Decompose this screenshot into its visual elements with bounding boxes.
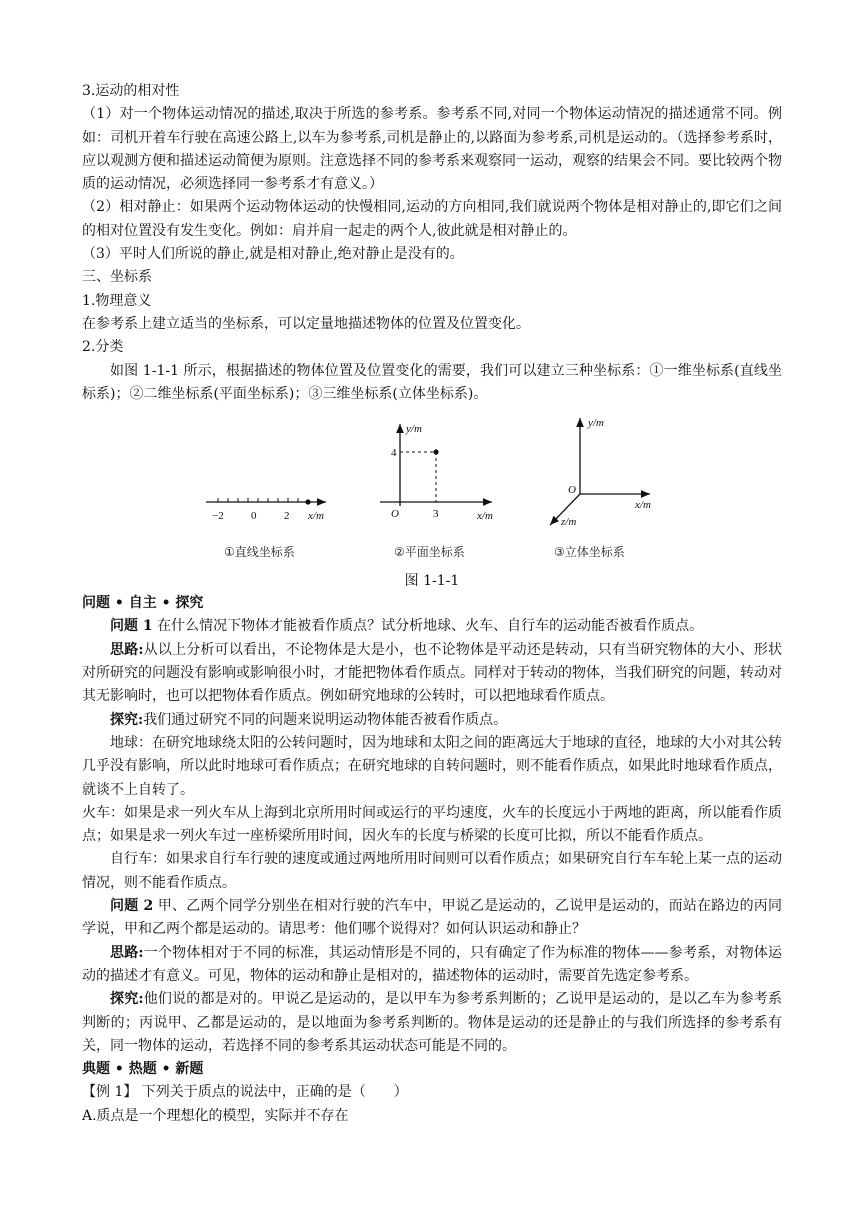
document-page bbox=[82, 80, 782, 1128]
axis-label: y/m bbox=[588, 417, 604, 430]
approach-1 bbox=[82, 639, 782, 709]
exploration-label: 探究: bbox=[110, 991, 144, 1008]
approach-label: 思路: bbox=[110, 641, 144, 658]
paragraph-relativity-3: （3）平时人们所说的静止,就是相对静止,绝对静止是没有的。 bbox=[82, 246, 464, 263]
origin-label: O bbox=[568, 484, 576, 497]
tick-label: −2 bbox=[212, 510, 224, 523]
exploration-2 bbox=[82, 988, 782, 1058]
line-coordinate-diagram bbox=[206, 498, 326, 559]
section-heading-explore: 问题 • 自主 • 探究 bbox=[82, 595, 204, 612]
exploration-1 bbox=[82, 709, 782, 732]
heading-relativity: 3.运动的相对性 bbox=[82, 83, 180, 99]
figure-caption: 图 1-1-1 bbox=[404, 573, 460, 590]
paragraph-train: 火车：如果是求一列火车从上海到北京所用时间或运行的平均速度，火车的长度远小于两地的距离，所以能看作质点；如果是求一列火车过一座桥梁所用时间，因火车的长度与桥梁的长度可比拟，所以不能看作质点。 bbox=[82, 804, 782, 845]
exploration-text: 他们说的都是对的。甲说乙是运动的，是以甲车为参考系判断的；乙说甲是运动的，是以乙车为参考系判断的；丙说甲、乙都是运动的，是以地面为参考系判断的。物体是运动的还是静止的与我们所选择的参考系有关，同一物体的运动，若选择不同的参考系其运动状态可能是不同的。 bbox=[82, 991, 782, 1054]
point-marker bbox=[433, 450, 438, 455]
figure-label-2: ②平面坐标系 bbox=[394, 545, 465, 560]
paragraph-relativity-1: （1）对一个物体运动情况的描述,取决于所选的参考系。参考系不同,对同一个物体运动情况的描述通常不同。例如：司机开着车行驶在高速公路上,以车为参考系,司机是静止的,以路面为参考系,司机是运动的。（选择参考系时，应以观测方便和描述运动简便为原则。注意选择不同的参考系来观察同一运动，观察的结果会不同。要比较两个物质的运动情况，必须选择同一参考系才有意义。） bbox=[82, 106, 782, 193]
question-2 bbox=[82, 895, 782, 942]
paragraph-classification: 如图 1-1-1 所示，根据描述的物体位置及位置变化的需要，我们可以建立三种坐标系：①一维坐标系(直线坐标系)；②二维坐标系(平面坐标系)；③三维坐标系(立体坐标系)。 bbox=[82, 362, 782, 402]
question-1 bbox=[82, 615, 782, 638]
point-marker bbox=[305, 500, 310, 505]
section-heading-examples: 典题 • 热题 • 新题 bbox=[82, 1061, 204, 1078]
figure-label-3: ③立体坐标系 bbox=[554, 545, 625, 560]
tick-label: 3 bbox=[433, 508, 439, 521]
axis-label: x/m bbox=[308, 510, 324, 523]
figure-svg bbox=[82, 410, 782, 570]
approach-label: 思路: bbox=[110, 944, 144, 961]
question-text: 在什么情况下物体才能被看作质点？试分析地球、火车、自行车的运动能否被看作质点。 bbox=[152, 618, 704, 635]
plane-coordinate-diagram bbox=[380, 423, 493, 559]
option-a: A.质点是一个理想化的模型，实际并不存在 bbox=[82, 1107, 349, 1124]
exploration-label: 探究: bbox=[110, 711, 144, 728]
figure-label-1: ①直线坐标系 bbox=[224, 545, 295, 560]
approach-2 bbox=[82, 942, 782, 989]
heading-classification: 2.分类 bbox=[82, 339, 124, 356]
paragraph-relativity-2: （2）相对静止：如果两个运动物体运动的快慢相同,运动的方向相同,我们就说两个物体是相对静止的,即它们之间的相对位置没有发生变化。例如：肩并肩一起走的两个人,彼此就是相对静止的。 bbox=[82, 199, 782, 239]
origin-label: O bbox=[391, 508, 399, 521]
example-1 bbox=[82, 1081, 782, 1104]
question-label: 问题 2 bbox=[110, 898, 154, 915]
axis-label: z/m bbox=[561, 516, 577, 529]
heading-coordinate-system: 三、坐标系 bbox=[82, 269, 152, 286]
paragraph-earth: 地球：在研究地球绕太阳的公转问题时，因为地球和太阳之间的距离远大于地球的直径，地球的大小对其公转几乎没有影响，所以此时地球可看作质点；在研究地球的自转问题时，则不能看作质点，如果此时地球看作质点，就谈不上自转了。 bbox=[82, 734, 782, 798]
paragraph-bicycle: 自行车：如果求自行车行驶的速度或通过两地所用时间则可以看作质点；如果研究自行车车轮上某一点的运动情况，则不能看作质点。 bbox=[82, 851, 782, 891]
approach-text: 从以上分析可以看出，不论物体是大是小，也不论物体是平动还是转动，只有当研究物体的大小、形状对所研究的问题没有影响或影响很小时，才能把物体看作质点。同样对于转动的物体，当我们研究的问题，转动对其无影响时，也可以把物体看作质点。例如研究地球的公转时，可以把地球看作质点。 bbox=[82, 641, 782, 705]
approach-text: 一个物体相对于不同的标准，其运动情形是不同的，只有确定了作为标准的物体——参考系，对物体运动的描述才有意义。可见，物体的运动和静止是相对的，描述物体的运动时，需要首先选定参考系。 bbox=[82, 944, 783, 984]
exploration-text: 我们通过研究不同的问题来说明运动物体能否被看作质点。 bbox=[143, 711, 508, 728]
figure-coordinate-systems bbox=[82, 410, 782, 570]
example-label: 【例 1】 bbox=[82, 1084, 138, 1101]
tick-label: 2 bbox=[284, 510, 290, 523]
paragraph-physical-meaning: 在参考系上建立适当的坐标系，可以定量地描述物体的位置及位置变化。 bbox=[82, 315, 530, 332]
axis-label: x/m bbox=[635, 499, 651, 512]
axis-label: x/m bbox=[477, 510, 493, 523]
heading-physical-meaning: 1.物理意义 bbox=[82, 292, 152, 309]
spatial-coordinate-diagram bbox=[550, 417, 651, 559]
tick-label: 0 bbox=[251, 510, 257, 523]
axis-label: y/m bbox=[406, 423, 422, 436]
example-text: 下列关于质点的说法中，正确的是（ ） bbox=[137, 1084, 408, 1101]
tick-label: 4 bbox=[391, 447, 397, 460]
question-text: 甲、乙两个同学分别坐在相对行驶的汽车中，甲说乙是运动的，乙说甲是运动的，而站在路边的丙同学说，甲和乙两个都是运动的。请思考：他们哪个说得对？如何认识运动和静止？ bbox=[82, 898, 782, 938]
question-label: 问题 1 bbox=[110, 618, 153, 635]
